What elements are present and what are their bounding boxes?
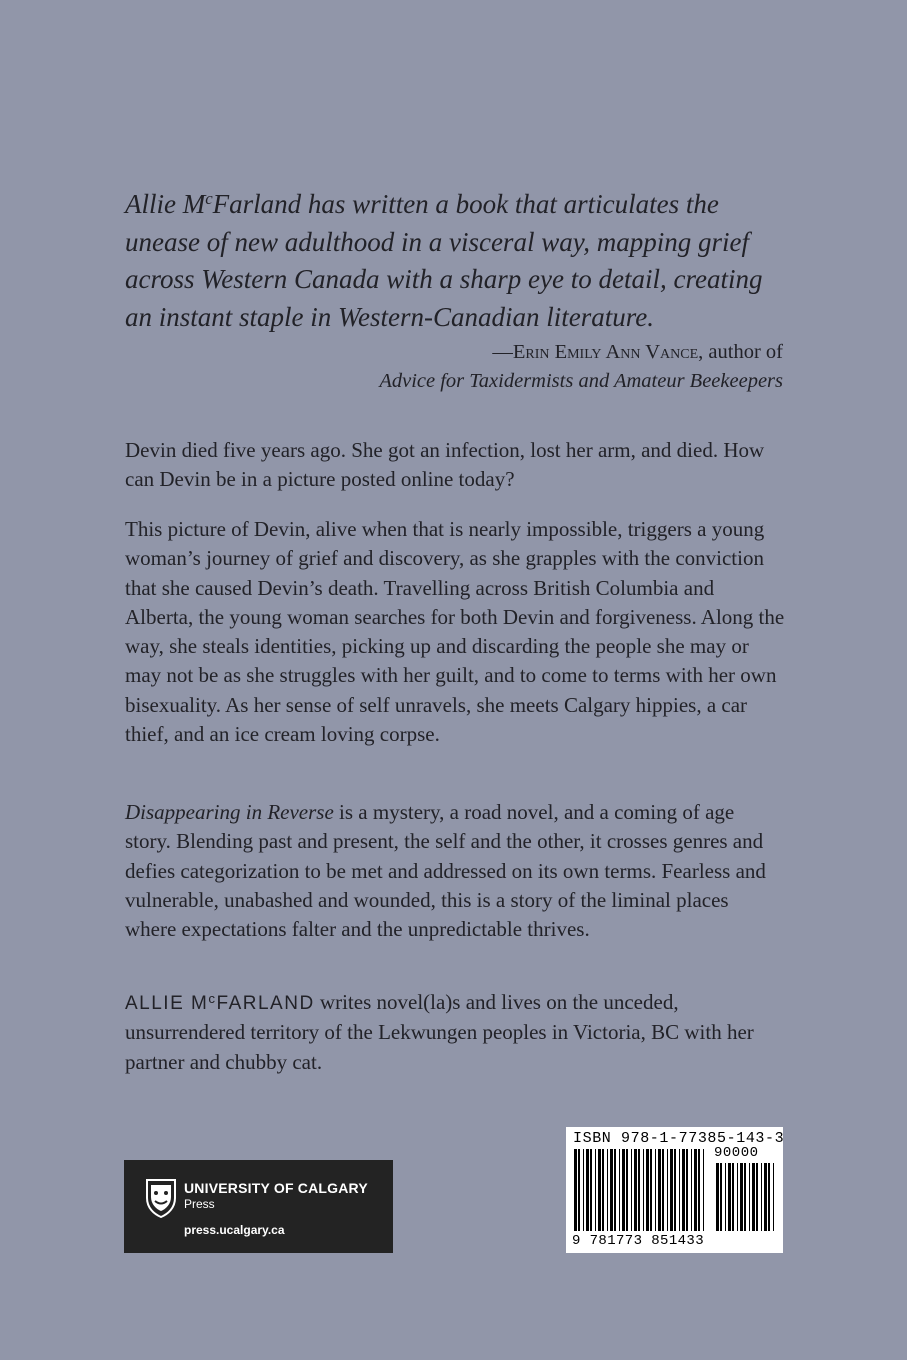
blurb-paragraph-1: Devin died five years ago. She got an infection, lost her arm, and died. How can Devin be in a picture posted online today? bbox=[125, 438, 765, 492]
publisher-url: press.ucalgary.ca bbox=[184, 1223, 285, 1237]
barcode-bar bbox=[744, 1163, 746, 1231]
barcode-bar bbox=[631, 1149, 632, 1231]
isbn-barcode bbox=[566, 1127, 783, 1253]
barcode-bar bbox=[655, 1149, 656, 1231]
barcode-bar bbox=[670, 1149, 673, 1231]
barcode-bar bbox=[574, 1149, 577, 1231]
barcode-bar bbox=[614, 1149, 616, 1231]
barcode-bar bbox=[583, 1149, 584, 1231]
barcode-bar bbox=[595, 1149, 596, 1231]
bio-text: writes novel(la)s and lives on the unceded, unsurrendered territory of the Lekwungen peoples in Victoria, BC with her partner and chubby cat. bbox=[125, 989, 754, 1074]
barcode-bar bbox=[691, 1149, 692, 1231]
publisher-logo-block bbox=[124, 1160, 393, 1253]
barcode-bar bbox=[686, 1149, 688, 1231]
crest-icon bbox=[144, 1176, 178, 1218]
attribution-book-title: Advice for Taxidermists and Amateur Beekeepers bbox=[379, 370, 783, 392]
barcode-bar bbox=[586, 1149, 589, 1231]
barcode-bar bbox=[634, 1149, 637, 1231]
attribution-role: , author of bbox=[698, 341, 783, 363]
barcode-bar bbox=[773, 1163, 774, 1231]
publisher-name: UNIVERSITY OF CALGARY bbox=[184, 1180, 368, 1196]
barcode-bar bbox=[578, 1149, 580, 1231]
barcode-bar bbox=[749, 1163, 750, 1231]
barcode-bar bbox=[756, 1163, 758, 1231]
blurb-paragraph-3-text: is a mystery, a road novel, and a coming of age story. Blending past and present, the self and the other, it crosses genres and defies categorization to be met and addressed on its own terms. Fearless and vulnerable, unabashed and wounded, this is a story of the liminal places where expectations falter and the unpredictable thrives. bbox=[125, 800, 766, 942]
blurb-paragraph-3 bbox=[125, 798, 785, 944]
book-title: Disappearing in Reverse bbox=[125, 800, 334, 824]
barcode-bar bbox=[698, 1149, 700, 1231]
barcode-bar bbox=[667, 1149, 668, 1231]
barcode-bar bbox=[720, 1163, 722, 1231]
barcode-bar bbox=[725, 1163, 726, 1231]
barcode-bar bbox=[674, 1149, 676, 1231]
barcode-bar bbox=[622, 1149, 625, 1231]
barcode-bar bbox=[626, 1149, 628, 1231]
barcode-bar bbox=[643, 1149, 644, 1231]
attribution-dash: — bbox=[492, 341, 513, 363]
endorsement-quote bbox=[125, 180, 795, 336]
bio-name-part-b: FARLAND bbox=[216, 992, 315, 1014]
barcode-bar bbox=[607, 1149, 608, 1231]
blurb-paragraph-2: This picture of Devin, alive when that is nearly impossible, triggers a young woman’s journey of grief and discovery, as she grapples with the conviction that she caused Devin’s death. Travelling across British Columbia and Alberta, the young woman searches for both Devin and forgiveness. Along the way, she steals identities, picking up and discarding the people she may or may not be as she struggles with her guilt, and to come to terms with her own bisexuality. As her sense of self unravels, she meets Calgary hippies, a car thief, and an ice cream loving corpse. bbox=[125, 517, 785, 747]
barcode-bar bbox=[728, 1163, 731, 1231]
barcode-bar bbox=[650, 1149, 652, 1231]
quote-attribution bbox=[123, 338, 783, 396]
barcode-bar bbox=[761, 1163, 762, 1231]
bio-name-sup: c bbox=[208, 991, 217, 1006]
barcode-bar bbox=[658, 1149, 661, 1231]
bio-name-part-a: ALLIE M bbox=[125, 992, 209, 1014]
barcode-bar bbox=[703, 1149, 704, 1231]
barcode-bar bbox=[619, 1149, 620, 1231]
barcode-bar bbox=[679, 1149, 680, 1231]
barcode-bar bbox=[598, 1149, 601, 1231]
barcode-bar bbox=[764, 1163, 767, 1231]
quote-text: Farland has written a book that articulates the unease of new adulthood in a visceral way, mapping grief across Western Canada with a sharp eye to detail, creating an instant staple in Western-Canadian literature. bbox=[125, 189, 763, 332]
barcode-bar bbox=[716, 1163, 719, 1231]
barcode-digits: 9 781773 851433 bbox=[572, 1233, 705, 1249]
barcode-bar bbox=[646, 1149, 649, 1231]
quote-author-sup: c bbox=[205, 189, 213, 208]
barcode-bar bbox=[694, 1149, 697, 1231]
barcode-bar bbox=[752, 1163, 755, 1231]
barcode-bar bbox=[662, 1149, 664, 1231]
bio-author-name bbox=[125, 993, 315, 1014]
barcode-bar bbox=[768, 1163, 770, 1231]
barcode-bar bbox=[590, 1149, 592, 1231]
barcode-bar bbox=[682, 1149, 685, 1231]
barcode-bar bbox=[740, 1163, 743, 1231]
quote-author-first: Allie M bbox=[125, 189, 206, 220]
barcode-bar bbox=[610, 1149, 613, 1231]
isbn-text: ISBN 978-1-77385-143-3 bbox=[573, 1130, 785, 1147]
author-bio bbox=[125, 984, 785, 1077]
barcode-bar bbox=[602, 1149, 604, 1231]
attribution-name: Erin Emily Ann Vance bbox=[512, 341, 699, 363]
barcode-bar bbox=[638, 1149, 640, 1231]
price-code: 90000 bbox=[714, 1145, 759, 1161]
publisher-sub: Press bbox=[184, 1197, 215, 1211]
barcode-bar bbox=[737, 1163, 738, 1231]
barcode-bar bbox=[732, 1163, 734, 1231]
